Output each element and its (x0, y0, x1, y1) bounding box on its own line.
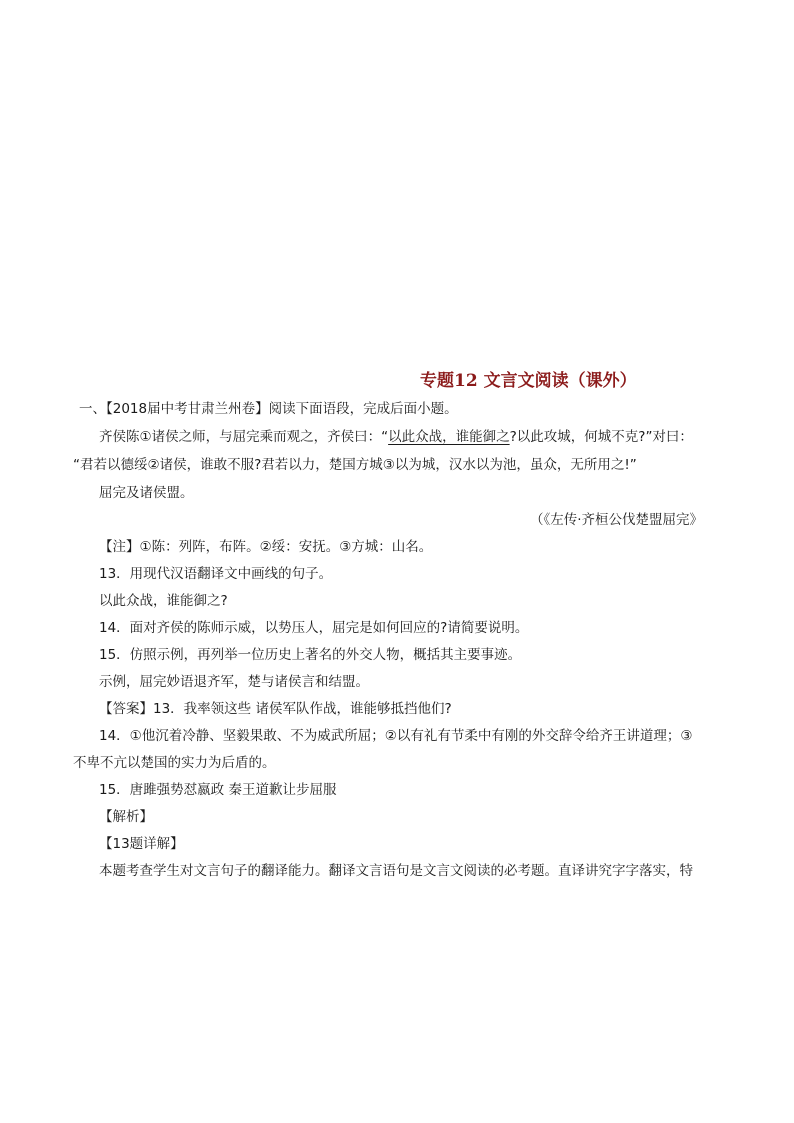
passage-underline: 以此众战，谁能御之 (388, 429, 510, 445)
answer-15: 15．唐雎强势怼嬴政 秦王道歉让步屈服 (99, 782, 337, 798)
question-15: 15．仿照示例，再列举一位历史上著名的外交人物，概括其主要事迹。 (99, 647, 522, 663)
question-14: 14．面对齐侯的陈师示威，以势压人，屈完是如何回应的?请简要说明。 (99, 620, 529, 636)
detail-text: 本题考查学生对文言句子的翻译能力。翻译文言语句是文言文阅读的必考题。直译讲究字字落实，特 (99, 863, 693, 879)
passage-text-a: 齐侯陈①诸侯之师，与屈完乘而观之，齐侯曰：“ (99, 429, 389, 445)
intro-line: 一、【2018届中考甘肃兰州卷】阅读下面语段，完成后面小题。 (79, 401, 458, 417)
question-15-example: 示例，屈完妙语退齐军，楚与诸侯言和结盟。 (99, 674, 369, 690)
passage-line-2: “君若以德绥②诸侯，谁敢不服?君若以力，楚国方城③以为城，汉水以为池，虽众，无所用之!” (73, 457, 637, 473)
question-13-sentence: 以此众战，谁能御之? (99, 593, 228, 609)
detail-label: 【13题详解】 (99, 836, 184, 852)
passage-line-1 (99, 427, 693, 447)
answer-14-line-2: 不卑不亢以楚国的实力为后盾的。 (73, 755, 276, 771)
answer-13-line (99, 699, 452, 719)
passage-line-3: 屈完及诸侯盟。 (99, 485, 194, 501)
question-13: 13．用现代汉语翻译文中画线的句子。 (99, 566, 333, 582)
source-citation: （《左传·齐桓公伐楚盟屈完》 (530, 512, 704, 528)
note-line: 【注】①陈：列阵，布阵。②绥：安抚。③方城：山名。 (99, 539, 433, 555)
answer-label: 【答案】 (99, 701, 153, 717)
answer-13: 13．我率领这些 诸侯军队作战，谁能够抵挡他们? (153, 701, 452, 717)
passage-text-b: ?以此攻城，何城不克?”对曰： (509, 429, 693, 445)
page-title: 专题12 文言文阅读（课外） (420, 371, 637, 391)
answer-14-line-1: 14．①他沉着冷静、坚毅果敢、不为威武所屈；②以有礼有节柔中有刚的外交辞令给齐王讲道理；③ (99, 728, 693, 744)
analysis-label: 【解析】 (99, 809, 153, 825)
